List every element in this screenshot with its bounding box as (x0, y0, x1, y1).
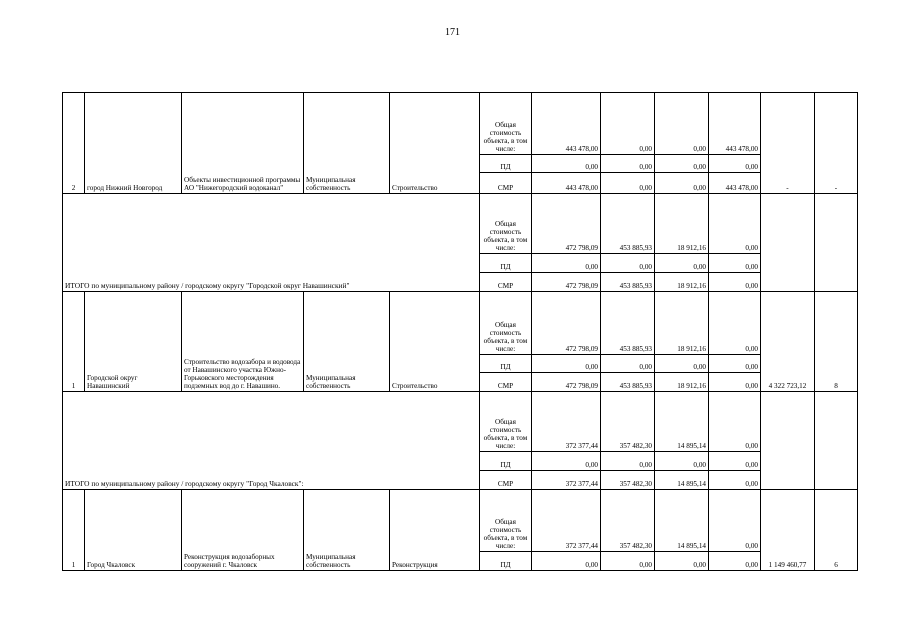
value-cell: 0,00 (601, 155, 655, 173)
count-cell: - (815, 93, 858, 194)
value-cell: 14 895,14 (655, 392, 709, 452)
total-cost-label: Общая стоимость объекта, в том числе: (480, 392, 532, 452)
empty-cell (761, 194, 815, 292)
empty-cell (815, 194, 858, 292)
value-cell: 0,00 (709, 292, 761, 355)
work-type-cell: Реконструкция (390, 490, 480, 571)
pd-label: ПД (480, 552, 532, 571)
estimate-cell: 4 322 723,12 (761, 292, 815, 392)
value-cell: 472 798,09 (532, 292, 601, 355)
pd-label: ПД (480, 254, 532, 273)
value-cell: 453 885,93 (601, 273, 655, 292)
value-cell: 0,00 (655, 173, 709, 194)
value-cell: 472 798,09 (532, 273, 601, 292)
value-cell: 0,00 (655, 155, 709, 173)
row-number: 1 (63, 490, 85, 571)
value-cell: 453 885,93 (601, 373, 655, 392)
work-type-cell: Строительство (390, 93, 480, 194)
value-cell: 0,00 (601, 93, 655, 155)
value-cell: 14 895,14 (655, 490, 709, 552)
value-cell: 0,00 (655, 452, 709, 471)
estimate-cell: 1 149 460,77 (761, 490, 815, 571)
value-cell: 357 482,30 (601, 471, 655, 490)
total-cost-label: Общая стоимость объекта, в том числе: (480, 490, 532, 552)
ownership-cell: Муниципальная собственность (304, 93, 390, 194)
value-cell: 443 478,00 (532, 173, 601, 194)
value-cell: 0,00 (601, 254, 655, 273)
value-cell: 0,00 (532, 452, 601, 471)
value-cell: 0,00 (709, 155, 761, 173)
value-cell: 443 478,00 (709, 173, 761, 194)
value-cell: 0,00 (532, 155, 601, 173)
table-row (63, 292, 858, 355)
value-cell: 372 377,44 (532, 471, 601, 490)
pd-label: ПД (480, 155, 532, 173)
value-cell: 0,00 (601, 552, 655, 571)
value-cell: 0,00 (532, 552, 601, 571)
value-cell: 18 912,16 (655, 292, 709, 355)
pd-label: ПД (480, 452, 532, 471)
smr-label: СМР (480, 471, 532, 490)
value-cell: 0,00 (709, 273, 761, 292)
value-cell: 0,00 (709, 194, 761, 254)
table-row (63, 392, 858, 452)
value-cell: 453 885,93 (601, 292, 655, 355)
value-cell: 0,00 (601, 452, 655, 471)
object-cell: Строительство водозабора и водовода от Навашинского участка Южно-Горьковского месторождения подземных вод до г. Навашино. (182, 292, 304, 392)
smr-label: СМР (480, 273, 532, 292)
estimate-cell: - (761, 93, 815, 194)
value-cell: 453 885,93 (601, 194, 655, 254)
total-label: ИТОГО по муниципальному району / городскому округу "Городской округ Навашинский" (63, 194, 480, 292)
value-cell: 0,00 (709, 355, 761, 373)
table-row (63, 194, 858, 254)
table-row (63, 490, 858, 552)
value-cell: 472 798,09 (532, 194, 601, 254)
value-cell: 0,00 (709, 392, 761, 452)
row-number: 1 (63, 292, 85, 392)
value-cell: 0,00 (601, 355, 655, 373)
municipality-cell: город Нижний Новгород (85, 93, 182, 194)
value-cell: 472 798,09 (532, 373, 601, 392)
smr-label: СМР (480, 173, 532, 194)
value-cell: 0,00 (709, 552, 761, 571)
object-cell: Реконструкция водозаборных сооружений г. Чкаловск (182, 490, 304, 571)
value-cell: 0,00 (709, 490, 761, 552)
ownership-cell: Муниципальная собственность (304, 490, 390, 571)
row-number: 2 (63, 93, 85, 194)
count-cell: 6 (815, 490, 858, 571)
empty-cell (815, 392, 858, 490)
page-number: 171 (445, 27, 460, 38)
value-cell: 0,00 (655, 93, 709, 155)
value-cell: 0,00 (709, 452, 761, 471)
value-cell: 357 482,30 (601, 490, 655, 552)
total-label: ИТОГО по муниципальному району / городскому округу "Город Чкаловск": (63, 392, 480, 490)
value-cell: 18 912,16 (655, 373, 709, 392)
investment-table (62, 92, 858, 571)
total-cost-label: Общая стоимость объекта, в том числе: (480, 292, 532, 355)
pd-label: ПД (480, 355, 532, 373)
smr-label: СМР (480, 373, 532, 392)
municipality-cell: Городской округ Навашинский (85, 292, 182, 392)
value-cell: 443 478,00 (709, 93, 761, 155)
value-cell: 0,00 (655, 355, 709, 373)
value-cell: 18 912,16 (655, 273, 709, 292)
value-cell: 372 377,44 (532, 490, 601, 552)
total-cost-label: Общая стоимость объекта, в том числе: (480, 93, 532, 155)
value-cell: 372 377,44 (532, 392, 601, 452)
value-cell: 0,00 (709, 254, 761, 273)
empty-cell (761, 392, 815, 490)
count-cell: 8 (815, 292, 858, 392)
value-cell: 0,00 (532, 254, 601, 273)
value-cell: 443 478,00 (532, 93, 601, 155)
work-type-cell: Строительство (390, 292, 480, 392)
total-cost-label: Общая стоимость объекта, в том числе: (480, 194, 532, 254)
value-cell: 357 482,30 (601, 392, 655, 452)
value-cell: 0,00 (532, 355, 601, 373)
object-cell: Объекты инвестиционной программы АО "Нижегородский водоканал" (182, 93, 304, 194)
table-row (63, 93, 858, 155)
ownership-cell: Муниципальная собственность (304, 292, 390, 392)
value-cell: 14 895,14 (655, 471, 709, 490)
value-cell: 18 912,16 (655, 194, 709, 254)
value-cell: 0,00 (655, 552, 709, 571)
value-cell: 0,00 (601, 173, 655, 194)
municipality-cell: Город Чкаловск (85, 490, 182, 571)
value-cell: 0,00 (655, 254, 709, 273)
value-cell: 0,00 (709, 373, 761, 392)
value-cell: 0,00 (709, 471, 761, 490)
